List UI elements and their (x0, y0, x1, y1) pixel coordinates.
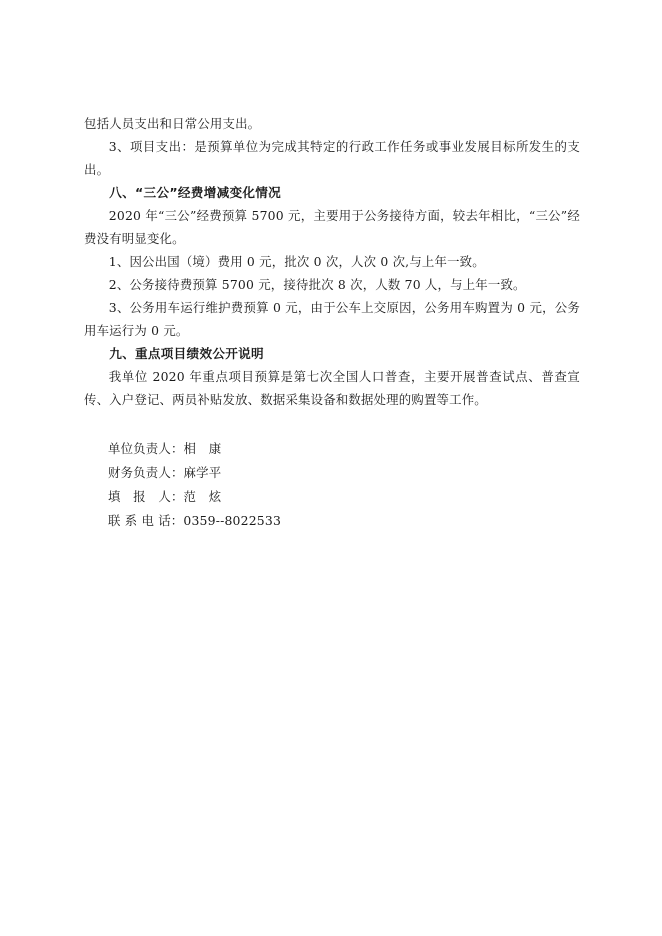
spacer (84, 411, 580, 437)
signature-filler: 填 报 人：范 炫 (108, 489, 222, 504)
paragraph-official-reception: 2、公务接待费预算 5700 元，接待批次 8 次，人数 70 人，与上年一致。 (108, 277, 526, 292)
paragraph-official-vehicles: 3、公务用车运行维护费预算 0 元，由于公车上交原因，公务用车购置为 0 元，公务用车运行为 0 元。 (84, 300, 580, 338)
paragraph-three-public-summary: 2020 年“三公”经费预算 5700 元，主要用于公务接待方面，较去年相比，“三公”经费没有明显变化。 (84, 208, 580, 246)
signature-phone: 联 系 电 话：0359--8022533 (108, 513, 282, 528)
document-body (84, 112, 580, 533)
signature-finance-head: 财务负责人：麻学平 (108, 465, 222, 480)
paragraph-project-expenditure: 3、项目支出：是预算单位为完成其特定的行政工作任务或事业发展目标所发生的支出。 (84, 139, 580, 177)
section-heading-three-public: 八、“三公”经费增减变化情况 (109, 185, 282, 200)
section-heading-key-projects: 九、重点项目绩效公开说明 (109, 346, 264, 361)
paragraph-key-project-census: 我单位 2020 年重点项目预算是第七次全国人口普查，主要开展普查试点、普查宣传、入户登记、两员补贴发放、数据采集设备和数据处理的购置等工作。 (84, 369, 580, 407)
signature-unit-head: 单位负责人：相 康 (108, 441, 222, 456)
paragraph-overseas-travel: 1、因公出国（境）费用 0 元，批次 0 次，人次 0 次,与上年一致。 (108, 254, 485, 269)
paragraph-continuation: 包括人员支出和日常公用支出。 (84, 116, 261, 131)
